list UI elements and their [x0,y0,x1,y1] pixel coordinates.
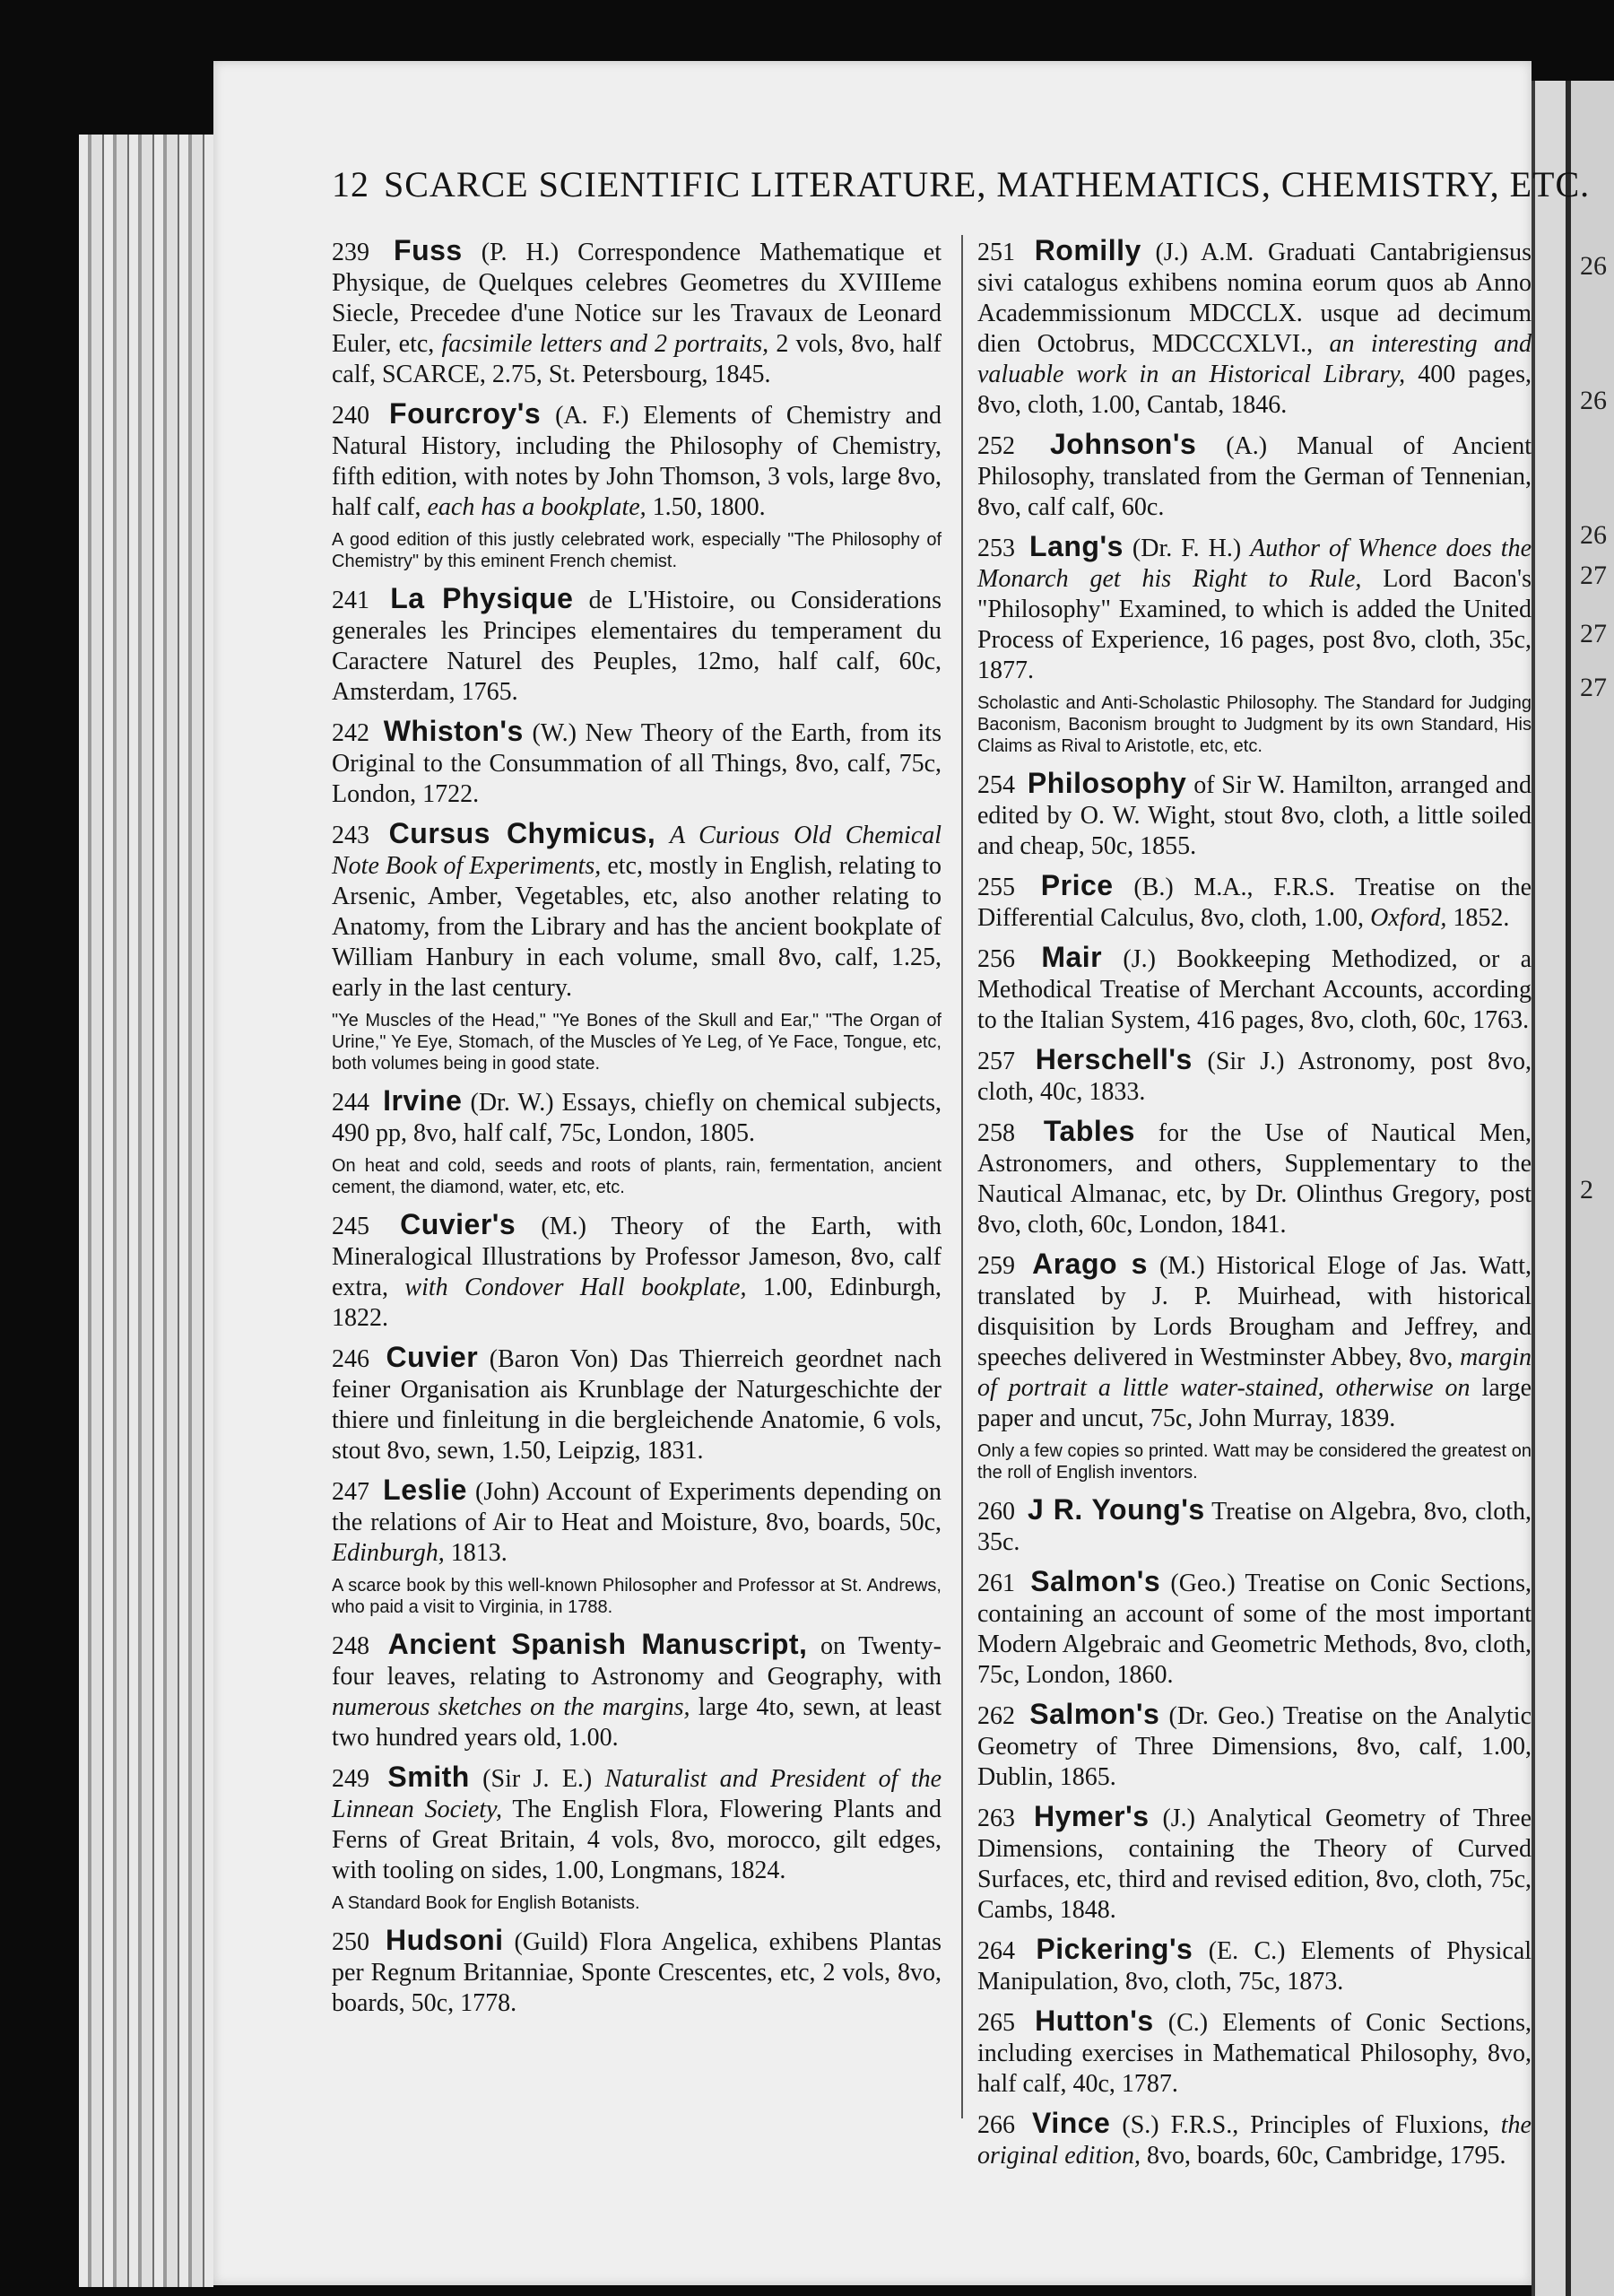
entry-number: 258 [977,1119,1015,1147]
entry-author: (M.) [1158,1252,1205,1280]
entry-author: (C.) [1167,2009,1209,2037]
catalog-entry [977,2108,1532,2171]
entry-italic: A Curious Old Chemical Note Book of Experiments, [332,822,942,880]
entry-description: Bookkeeping Methodized, or a Methodical Treatise of Merchant Accounts, according to the Italian System, 416 pages, 8vo, cloth, 60c, 1763. [977,945,1532,1034]
catalog-entry [332,1925,941,2019]
entry-number: 243 [332,822,369,849]
entry-description: Flora Angelica, exhibens Plantas per Regnum Britanniae, Sponte Crescentes, etc, 2 vols, 8vo, boards, 50c, 1778. [332,1928,942,2017]
entry-note: A Standard Book for English Botanists. [332,1893,640,1913]
entry-italic: margin of portrait a little water-stained, otherwise on [977,1344,1532,1402]
entry-number: 249 [332,1765,369,1793]
entry-italic: Oxford, [1370,904,1447,932]
page-header [332,163,1591,205]
entry-author: (S.) F.R.S., [1122,2111,1239,2139]
entry-description: Das Thierreich geordnet nach feiner Organisation ais Krunblage der Naturgeschichte der thiere und finleitung in die bergleichende Anatomie, 6 vols, stout 8vo, sewn, 1.50, Leipzig, 1831. [332,1345,942,1465]
catalog-entry [977,1116,1532,1240]
entry-description: Elements of Chemistry and Natural History, including the Philosophy of Chemistry, fifth edition, with notes by John Thomson, 3 vols, large 8vo, half calf, [332,402,942,521]
entry-details: 1852. [1453,904,1510,932]
catalog-entry [332,1474,941,1569]
entry-italic: the original edition, [977,2111,1532,2170]
entry-author: (Baron Von) [489,1345,619,1373]
entry-author: (Dr. W.) [470,1089,554,1117]
entry-author: (P. H.) [481,239,560,266]
entry-description: Elements of Conic Sections, including exercises in Mathematical Philosophy, 8vo, half calf, 40c, 1787. [977,2009,1532,2098]
entry-description: Analytical Geometry of Three Dimensions, containing the Theory of Curved Surfaces, etc, third and revised edition, 8vo, cloth, 75c, Cambs, 1848. [977,1805,1532,1924]
entry-note: Scholastic and Anti-Scholastic Philosophy. The Standard for Judging Baconism, Baconism brought to Judgment by its own Standard, His Claims as Rival to Aristotle, etc, etc. [977,693,1532,756]
entry-name: La Physique [390,582,574,614]
entry-name: Cuvier's [400,1208,516,1240]
entry-details: 1813. [450,1539,508,1567]
entry-note: A good edition of this justly celebrated work, especially "The Philosophy of Chemistry" by this eminent French chemist. [332,530,941,571]
catalog-entry [332,398,941,523]
entry-name: Tables [1043,1115,1135,1147]
entry-description: on Twenty-four leaves, relating to Astronomy and Geography, with [332,1632,942,1691]
entry-description: Historical Eloge of Jas. Watt, translated by J. P. Muirhead, with historical disquisition by Lords Brougham and Jeffrey, and speeches delivered in Westminster Abbey, 8vo, [977,1252,1532,1371]
entry-author: (A. F.) [555,402,629,430]
entry-number: 252 [977,432,1015,460]
entry-description: Treatise on the Analytic Geometry of Three Dimensions, 8vo, calf, 1.00, Dublin, 1865. [977,1702,1532,1791]
entry-number: 264 [977,1937,1015,1965]
next-page-fragment: 26 [1580,251,1607,281]
entry-name: Cursus Chymicus, [388,817,656,849]
entry-number: 255 [977,874,1015,901]
entry-author: (M.) [541,1213,586,1240]
entry-description: Treatise on Algebra, 8vo, cloth, 35c. [977,1498,1532,1556]
entry-description: Principles of Fluxions, [1250,2111,1489,2139]
page-title: SCARCE SCIENTIFIC LITERATURE, MATHEMATICS, CHEMISTRY, ETC. [384,164,1591,204]
catalog-entry [332,716,941,810]
catalog-entry [977,1494,1532,1558]
entry-name: Herschell's [1035,1043,1193,1075]
entry-number: 266 [977,2111,1015,2139]
entry-description: Astronomy, post 8vo, cloth, 40c, 1833. [977,1048,1532,1106]
entry-name: Romilly [1034,234,1141,266]
entry-number: 262 [977,1702,1015,1730]
right-column [977,235,1532,2179]
entry-details: 400 pages, 8vo, cloth, 1.00, Cantab, 1846. [977,361,1532,419]
entry-author: (John) [475,1478,540,1506]
entry-number: 240 [332,402,369,430]
catalog-entry [977,531,1532,686]
catalog-entry [332,1085,941,1149]
entry-author: (A.) [1226,432,1268,460]
catalog-entry [332,818,941,1004]
entry-name: J R. Young's [1028,1493,1205,1526]
catalog-entry [977,1699,1532,1793]
entry-author: (Sir J. E.) [482,1765,593,1793]
entry-author: (Geo.) [1170,1570,1236,1597]
catalog-entry [332,1209,941,1334]
next-page-fragment: 2 [1580,1175,1593,1205]
entry-number: 259 [977,1252,1015,1280]
entry-number: 254 [977,771,1015,799]
entry-author: (Dr. F. H.) [1132,535,1242,562]
entry-name: Hutton's [1035,2005,1154,2037]
entry-name: Vince [1032,2107,1111,2139]
catalog-entry [332,235,941,390]
catalog-entry [977,1044,1532,1108]
catalog-entry [332,1342,941,1466]
entry-author: (W.) [532,719,577,747]
entry-number: 256 [977,945,1015,973]
next-page-fragment: 26 [1580,520,1607,550]
entry-number: 239 [332,239,369,266]
entry-author: (Dr. Geo.) [1168,1702,1275,1730]
catalog-entry [977,1934,1532,1997]
catalog-entry [977,429,1532,523]
entry-note: "Ye Muscles of the Head," "Ye Bones of the Skull and Ear," "The Organ of Urine," Ye Eye, Stomach, of the Muscles of Ye Leg, of Ye Face, Tongue, etc, both volumes being in good state. [332,1011,941,1074]
entry-number: 250 [332,1928,369,1956]
column-divider [961,235,963,2118]
entry-details: 1.00, Edinburgh, 1822. [332,1274,942,1332]
entry-italic: an interesting and valuable work in an Historical Library, [977,330,1532,388]
entry-description: Theory of the Earth, with Mineralogical Illustrations by Professor Jameson, 8vo, calf extra, [332,1213,942,1301]
entry-description: New Theory of the Earth, from its Original to the Consummation of all Things, 8vo, calf, 75c, London, 1722. [332,719,942,808]
entry-italic: Edinburgh, [332,1539,445,1567]
entry-italic: each has a bookplate, [427,493,646,521]
catalog-entry [977,1248,1532,1434]
catalog-entry [977,1801,1532,1926]
entry-italic: facsimile letters and 2 portraits, [441,330,769,358]
entry-number: 241 [332,587,369,614]
entry-details: The English Flora, Flowering Plants and Ferns of Great Britain, 4 vols, 8vo, morocco, gilt edges, with tooling on sides, 1.00, Longmans, 1824. [332,1796,941,1884]
entry-details: large paper and uncut, 75c, John Murray, 1839. [977,1374,1532,1432]
catalog-entry [977,870,1532,934]
entry-name: Irvine [383,1084,463,1117]
catalog-entry [977,2005,1532,2100]
entry-name: Price [1040,869,1114,901]
entry-author: (E. C.) [1208,1937,1286,1965]
entry-author: (J.) [1123,945,1156,973]
entry-number: 251 [977,239,1015,266]
entry-author: (J.) A.M. [1155,239,1254,266]
entry-details: 1.50, 1800. [652,493,766,521]
catalog-entry [977,768,1532,862]
entry-name: Cuvier [386,1341,479,1373]
entry-number: 246 [332,1345,369,1373]
entry-author: (J.) [1162,1805,1195,1832]
catalog-entry [332,1761,941,1886]
entry-number: 261 [977,1570,1015,1597]
next-page-fragment: 27 [1580,561,1607,590]
entry-description: Account of Experiments depending on the relations of Air to Heat and Moisture, 8vo, boards, 50c, [332,1478,941,1536]
entry-number: 260 [977,1498,1015,1526]
next-page-fragment: 27 [1580,673,1607,702]
entry-note: On heat and cold, seeds and roots of plants, rain, fermentation, ancient cement, the diamond, water, etc, etc. [332,1156,941,1197]
entry-note: Only a few copies so printed. Watt may be considered the greatest on the roll of English inventors. [977,1441,1532,1483]
entry-description: de L'Histoire, ou Considerations generales les Principes elementaires du temperament du Caractere Naturel des Peuples, 12mo, half calf, 60c, Amsterdam, 1765. [332,587,941,706]
entry-author: (Guild) [514,1928,588,1956]
entry-name: Fuss [394,234,463,266]
catalog-entry [977,1566,1532,1691]
entry-number: 244 [332,1089,369,1117]
entry-name: Arago s [1032,1248,1148,1280]
entry-description: Treatise on Conic Sections, containing an account of some of the most important Modern Algebraic and Geometric Methods, 8vo, cloth, 75c, London, 1860. [977,1570,1532,1689]
entry-name: Lang's [1029,530,1124,562]
entry-details: 2 vols, 8vo, half calf, SCARCE, 2.75, St. Petersbourg, 1845. [332,330,942,388]
entry-name: Fourcroy's [389,397,542,430]
entry-details: Lord Bacon's "Philosophy" Examined, to which is added the United Process of Experience, 16 pages, post 8vo, cloth, 35c, 1877. [977,565,1532,684]
catalog-entry [977,942,1532,1036]
entry-name: Leslie [383,1474,467,1506]
entry-description: Elements of Physical Manipulation, 8vo, cloth, 75c, 1873. [977,1937,1532,1996]
entry-details: large 4to, sewn, at least two hundred years old, 1.00. [332,1693,942,1752]
entry-italic: Author of Whence does the Monarch get his Right to Rule, [977,535,1532,593]
entry-number: 265 [977,2009,1015,2037]
catalog-entry [332,583,941,708]
entry-note: A scarce book by this well-known Philosopher and Professor at St. Andrews, who paid a visit to Virginia, in 1788. [332,1576,941,1617]
entry-name: Ancient Spanish Manuscript, [387,1628,808,1660]
catalog-entry [332,1629,941,1753]
entry-italic: with Condover Hall bookplate, [404,1274,747,1301]
next-page-fragment: 27 [1580,619,1607,648]
book-page-edges [79,135,213,2287]
entry-number: 247 [332,1478,369,1506]
page-number: 12 [332,164,369,204]
entry-name: Philosophy [1027,767,1187,799]
entry-description: of Sir W. Hamilton, arranged and edited by O. W. Wight, stout 8vo, cloth, a little soiled and cheap, 50c, 1855. [977,771,1532,860]
entry-name: Salmon's [1029,1698,1160,1730]
catalog-entry [977,235,1532,421]
entry-number: 245 [332,1213,369,1240]
next-page-edge [1532,81,1614,2296]
entry-description: Essays, chiefly on chemical subjects, 490 pp, 8vo, half calf, 75c, London, 1805. [332,1089,942,1147]
entry-italic: Naturalist and President of the Linnean Society, [332,1765,942,1823]
entry-number: 257 [977,1048,1015,1075]
entry-details: 8vo, boards, 60c, Cambridge, 1795. [1147,2142,1506,2170]
entry-name: Mair [1041,941,1103,973]
entry-description: Correspondence Mathematique et Physique, de Quelques celebres Geometres du XVIIIeme Siecle, Precedee d'une Notice sur les Travaux de Leonard Euler, etc, [332,239,941,358]
entry-description: for the Use of Nautical Men, Astronomers, and others, Supplementary to the Nautical Almanac, etc, by Dr. Olinthus Gregory, post 8vo, cloth, 60c, London, 1841. [977,1119,1532,1239]
entry-description: Graduati Cantabrigiensus sivi catalogus exhibens nomina eorum quos ab Anno Academmissionum MDCCLX. usque ad decimum dien Octobrus, MDCCCXLVI., [977,239,1532,358]
entry-name: Whiston's [383,715,524,747]
left-column [332,235,941,2027]
entry-name: Smith [387,1761,470,1793]
entry-number: 248 [332,1632,369,1660]
entry-author: (Sir J.) [1207,1048,1285,1075]
entry-number: 242 [332,719,369,747]
entry-number: 253 [977,535,1015,562]
entry-author: (B.) M.A., F.R.S. [1133,874,1335,901]
entry-name: Hudsoni [386,1924,504,1956]
entry-name: Pickering's [1036,1933,1193,1965]
entry-name: Hymer's [1033,1800,1150,1832]
entry-italic: numerous sketches on the margins, [332,1693,690,1721]
entry-details: etc, mostly in English, relating to Arsenic, Amber, Vegetables, etc, also another relating to Anatomy, from the Library and has the ancient bookplate of William Hanbury in each volume, small 8vo, calf, 1.25, early in the last century. [332,852,941,1002]
entry-description: Treatise on the Differential Calculus, 8vo, cloth, 1.00, [977,874,1532,932]
entry-description: Manual of Ancient Philosophy, translated from the German of Tennenian, 8vo, calf calf, 60c. [977,432,1532,521]
entry-name: Johnson's [1050,428,1197,460]
entry-number: 263 [977,1805,1015,1832]
next-page-fragment: 26 [1580,386,1607,415]
entry-name: Salmon's [1030,1565,1161,1597]
